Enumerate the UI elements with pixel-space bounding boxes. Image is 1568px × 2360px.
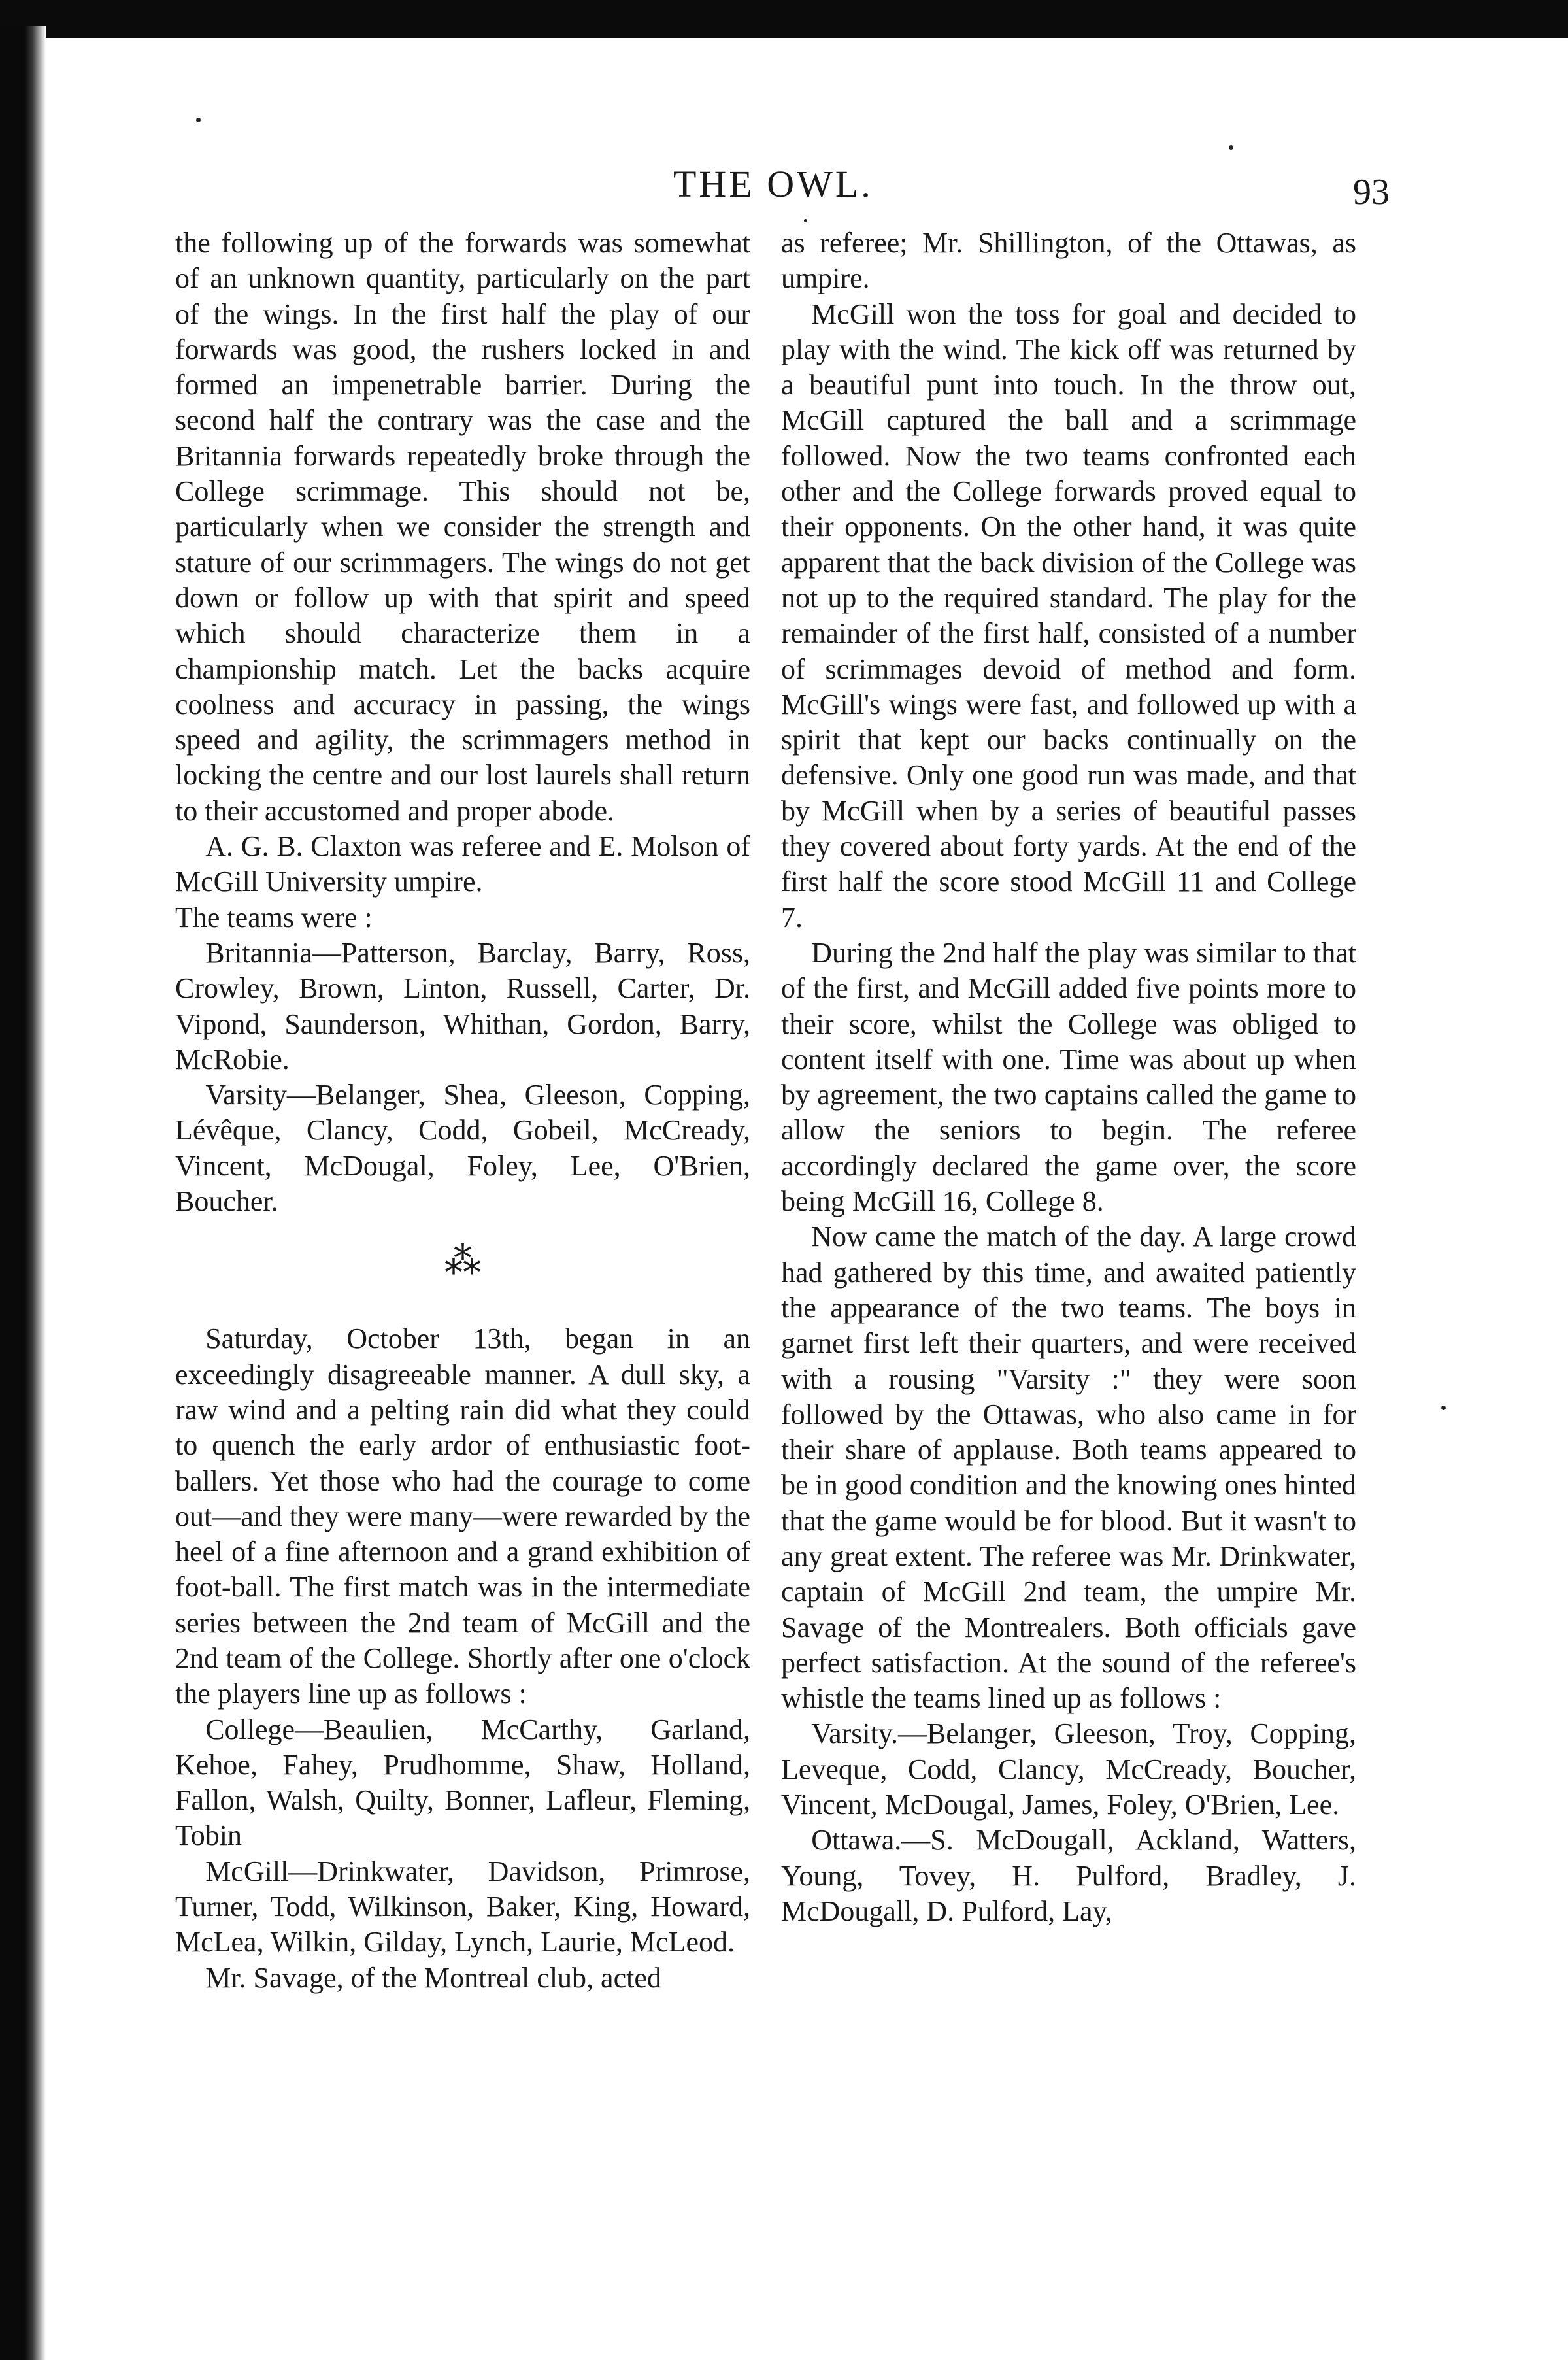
top-border-rule	[0, 0, 1568, 38]
paragraph-teams-intro: The teams were :	[175, 901, 373, 934]
paragraph-match-of-day: Now came the match of the day. A large crowd had gathered by this time, and awaited patiently the appearance of the two teams. The boys in garnet first left their quarters, and were received with a rousing "Varsity :" they were soon followed by the Ottawas, who also came in for their share of applause. Both teams appeared to be in good condition and the knowing ones hinted that the game would be for blood. But it wasn't to any great extent. The referee was Mr. Drinkwater, captain of McGill 2nd team, the umpire Mr. Savage of the Montrealers. Both officials gave perfect satisfaction. At the sound of the referee's whistle the teams lined up as follows :	[781, 1221, 1356, 1715]
paragraph-forwards-critique: the following up of the forwards was somewhat of an unknown quantity, particularly on the part of the wings. In the first half the play of our forwards was good, the rushers locked in and formed an impenetrable barrier. During the second half the contrary was the case and the Britannia forwards repeatedly broke through the College scrimmage. This should not be, particularly when we consider the strength and stature of our scrimmagers. The wings do not get down or follow up with that spirit and speed which should characterize them in a championship match. Let the backs acquire coolness and accuracy in passing, the wings speed and agility, the scrimmagers method in locking the centre and our lost laurels shall return to their accustomed and proper abode.	[175, 227, 750, 827]
right-column	[781, 226, 1356, 1929]
paragraph-referee-continued: as referee; Mr. Shillington, of the Ottawas, as umpire.	[781, 227, 1356, 295]
paragraph-varsity-lineup-2: Varsity.—Belanger, Gleeson, Troy, Copping, Leveque, Codd, Clancy, McCready, Boucher, Vincent, McDougal, James, Foley, O'Brien, Lee.	[781, 1717, 1356, 1821]
paragraph-varsity-lineup: Varsity—Belanger, Shea, Gleeson, Copping, Lévêque, Clancy, Codd, Gobeil, McCready, Vincent, McDougal, Foley, Lee, O'Brien, Boucher.	[175, 1079, 750, 1218]
paragraph-first-half: McGill won the toss for goal and decided to play with the wind. The kick off was returned by a beautiful punt into touch. In the throw out, McGill captured the ball and a scrimmage followed. Now the two teams confronted each other and the College forwards proved equal to their opponents. On the other hand, it was quite apparent that the back division of the College was not up to the required standard. The play for the remainder of the first half, consisted of a number of scrimmages devoid of method and form. McGill's wings were fast, and followed up with a spirit that kept our backs continually on the defensive. Only one good run was made, and that by McGill when by a series of beautiful passes they covered about forty yards. At the end of the first half the score stood McGill 11 and College 7.	[781, 297, 1356, 934]
left-column	[175, 226, 750, 1996]
scan-speck	[804, 219, 807, 222]
page-number: 93	[1353, 172, 1390, 212]
paragraph-officials: A. G. B. Claxton was referee and E. Molson of McGill University umpire.	[175, 830, 750, 898]
paragraph-ottawa-lineup: Ottawa.—S. McDougall, Ackland, Watters, Young, Tovey, H. Pulford, Bradley, J. McDougall, D. Pulford, Lay,	[781, 1824, 1356, 1927]
scan-speck	[1441, 1406, 1446, 1410]
paragraph-mcgill-lineup: McGill—Drinkwater, Davidson, Primrose, Turner, Todd, Wilkinson, Baker, King, Howard, McLea, Wilkin, Gilday, Lynch, Laurie, McLeod.	[175, 1855, 750, 1959]
paragraph-college-lineup: College—Beaulien, McCarthy, Garland, Kehoe, Fahey, Prudhomme, Shaw, Holland, Fallon, Walsh, Quilty, Bonner, Lafleur, Fleming, Tobin	[175, 1713, 750, 1852]
running-head: THE OWL.	[673, 163, 873, 205]
scan-speck	[196, 118, 201, 122]
left-scan-edge	[0, 26, 46, 2360]
section-asterism: ⁂	[444, 1241, 481, 1283]
paragraph-britannia-lineup: Britannia—Patterson, Barclay, Barry, Ross, Crowley, Brown, Linton, Russell, Carter, Dr. Vipond, Saunderson, Whithan, Gordon, Barry, McRobie.	[175, 936, 750, 1075]
scan-speck	[1229, 145, 1233, 150]
paragraph-second-half: During the 2nd half the play was similar to that of the first, and McGill added five points more to their score, whilst the College was obliged to content itself with one. Time was about up when by agreement, the two captains called the game to allow the seniors to begin. The referee accordingly declared the game over, the score being McGill 16, College 8.	[781, 936, 1356, 1218]
paragraph-referee-start: Mr. Savage, of the Montreal club, acted	[205, 1961, 661, 1994]
paragraph-saturday-match: Saturday, October 13th, began in an exceedingly disagreeable manner. A dull sky, a raw wind and a pelting rain did what they could to quench the early ardor of enthusiastic foot-ballers. Yet those who had the courage to come out—and they were many—were rewarded by the heel of a fine afternoon and a grand exhibition of foot-ball. The first match was in the intermediate series between the 2nd team of McGill and the 2nd team of the College. Shortly after one o'clock the players line up as follows :	[175, 1323, 750, 1710]
